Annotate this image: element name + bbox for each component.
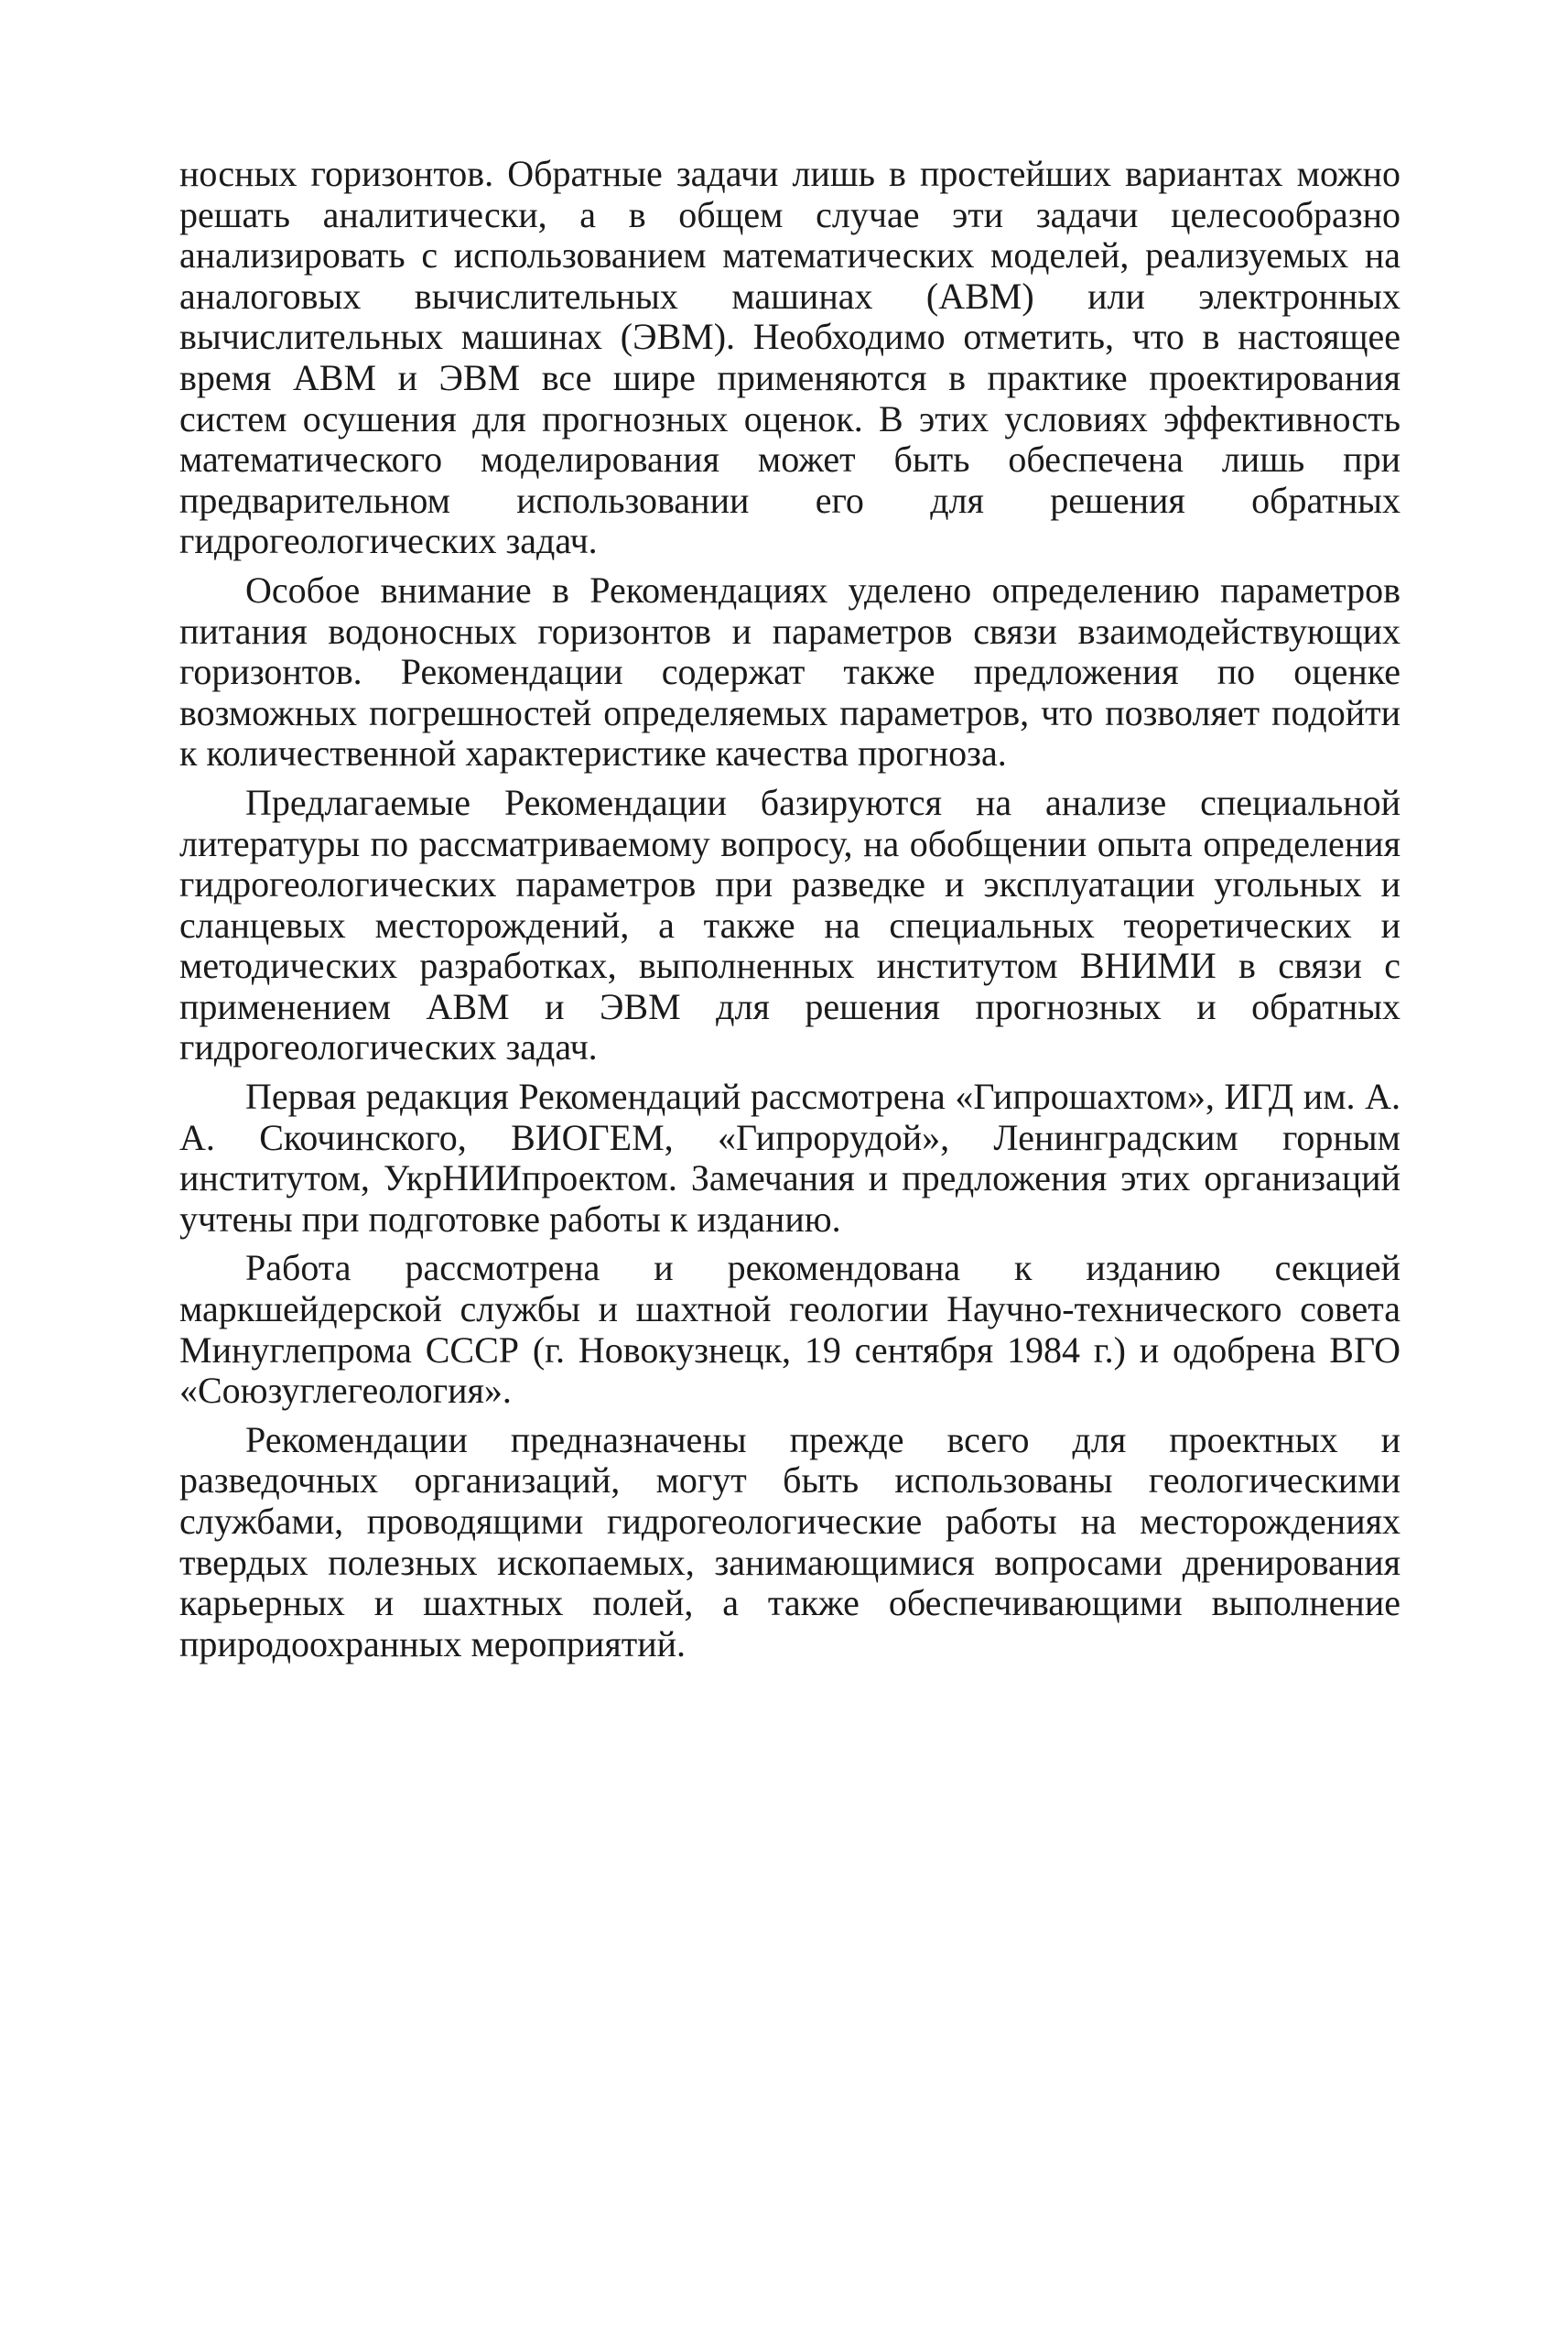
paragraph-5: Работа рассмотрена и рекомендована к изданию секцией маркшейдерской службы и шахтной геологии Научно-технического совета Минуглепрома СССР (г. Новокузнецк, 19 сентября 1984 г.) и одобрена ВГО «Союзуглегеология». — [179, 1247, 1400, 1412]
paragraph-4: Первая редакция Рекомендаций рассмотрена «Гипрошахтом», ИГД им. А. А. Скочинского, ВИОГЕМ, «Гипрорудой», Ленинградским горным институтом, УкрНИИпроектом. Замечания и предложения этих организаций учтены при подготовке работы к изданию. — [179, 1076, 1400, 1240]
paragraph-1: носных горизонтов. Обратные задачи лишь в простейших вариантах можно решать аналитически, а в общем случае эти задачи целесообразно анализировать с использованием математических моделей, реализуемых на аналоговых вычислительных машинах (АВМ) или электронных вычислительных машинах (ЭВМ). Необходимо отметить, что в настоящее время АВМ и ЭВМ все шире применяются в практике проектирования систем осушения для прогнозных оценок. В этих условиях эффективность математического моделирования может быть обеспечена лишь при предварительном использовании его для решения обратных гидрогеологических задач. — [179, 153, 1400, 562]
paragraph-3: Предлагаемые Рекомендации базируются на анализе специальной литературы по рассматриваемому вопросу, на обобщении опыта определения гидрогеологических параметров при разведке и эксплуатации угольных и сланцевых месторождений, а также на специальных теоретических и методических разработках, выполненных институтом ВНИМИ в связи с применением АВМ и ЭВМ для решения прогнозных и обратных гидрогеологических задач. — [179, 781, 1400, 1068]
paragraph-2: Особое внимание в Рекомендациях уделено определению параметров питания водоносных горизонтов и параметров связи взаимодействующих горизонтов. Рекомендации содержат также предложения по оценке возможных погрешностей определяемых параметров, что позволяет подойти к количественной характеристике качества прогноза. — [179, 569, 1400, 775]
paragraph-6: Рекомендации предназначены прежде всего для проектных и разведочных организаций, могут быть использованы геологическими службами, проводящими гидрогеологические работы на месторождениях твердых полезных ископаемых, занимающимися вопросами дренирования карьерных и шахтных полей, а также обеспечивающими выполнение природоохранных мероприятий. — [179, 1418, 1400, 1664]
body-text — [179, 154, 1400, 1664]
